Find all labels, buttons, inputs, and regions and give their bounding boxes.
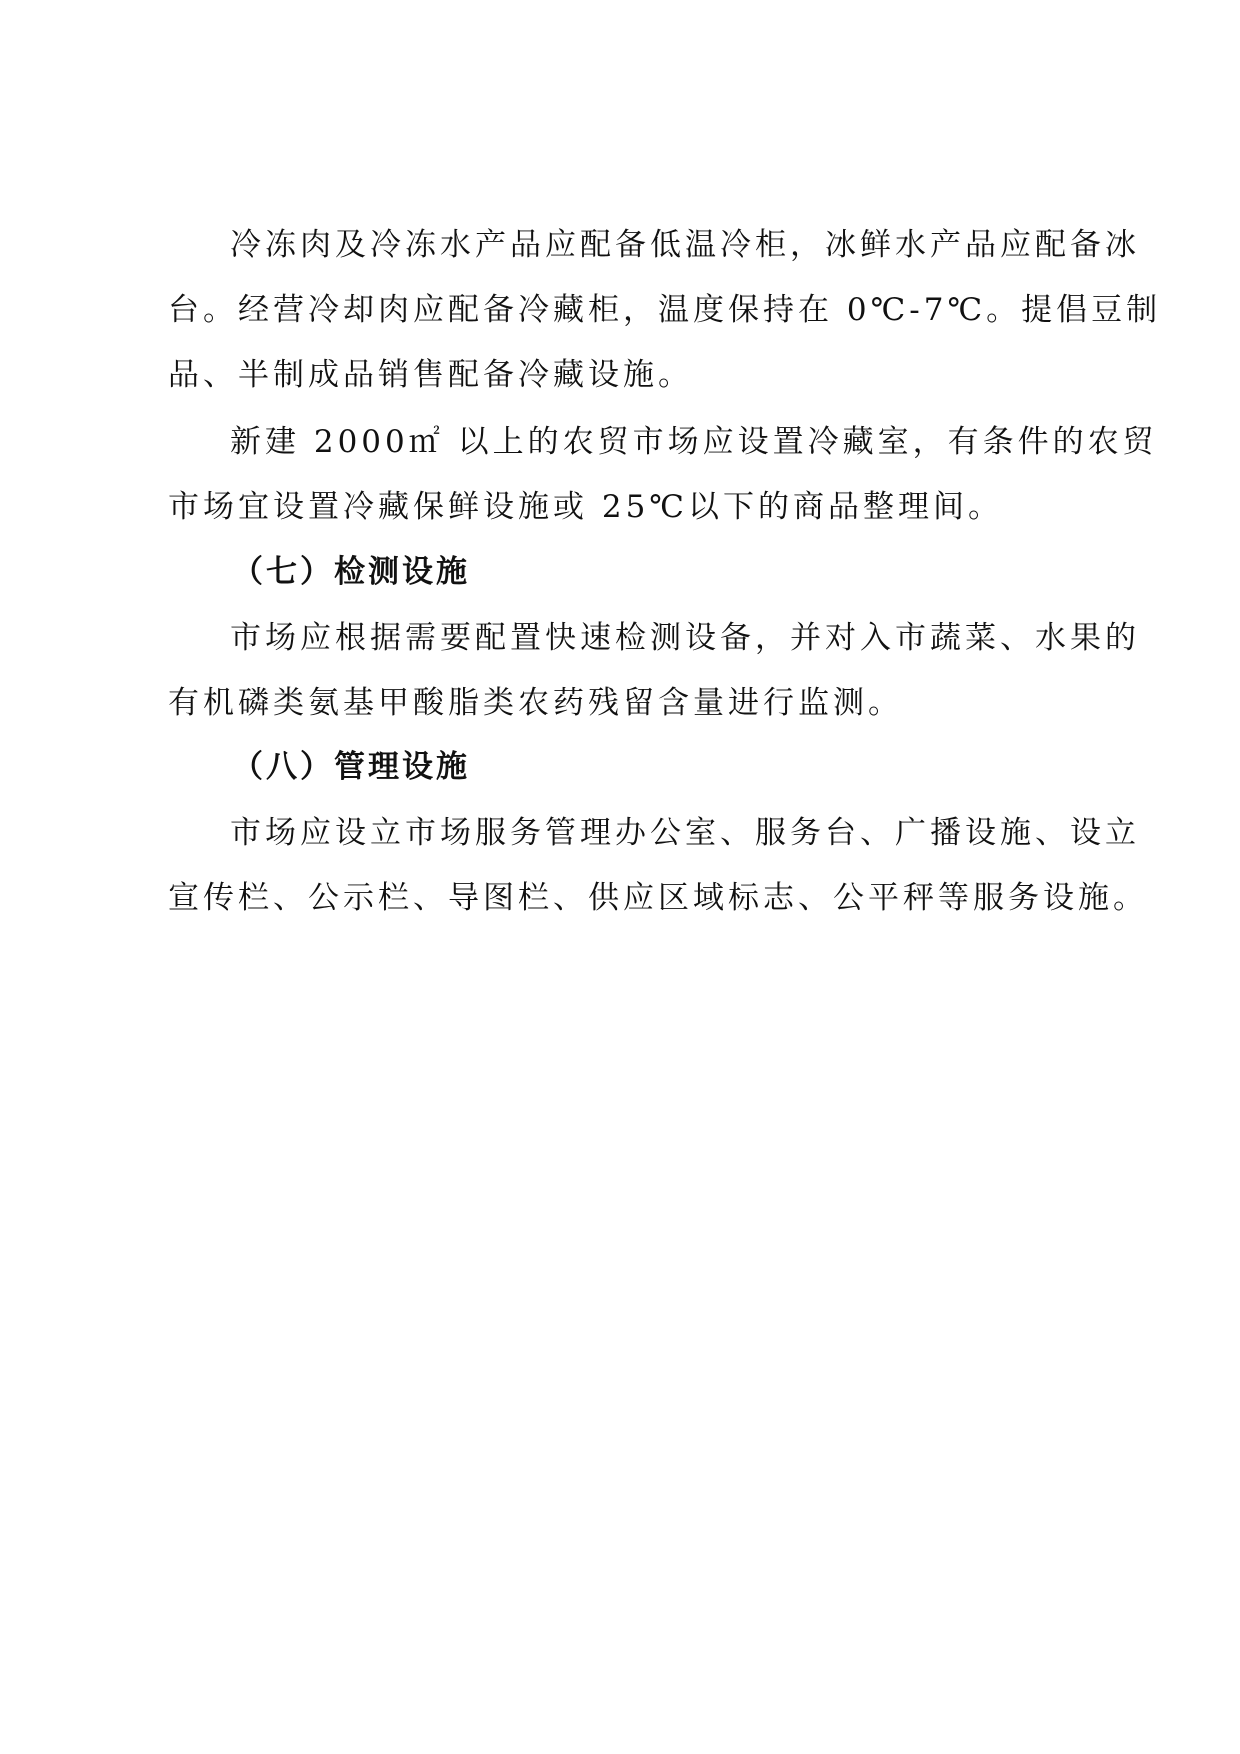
paragraph-line: 品、半制成品销售配备冷藏设施。 (168, 357, 693, 393)
paragraph-line: 市场应设立市场服务管理办公室、服务台、广播设施、设立 (230, 815, 1140, 851)
section-heading-7: （七）检测设施 (232, 554, 470, 590)
paragraph-line: 新建 2000㎡ 以上的农贸市场应设置冷藏室，有条件的农贸 (230, 424, 1158, 460)
paragraph-line: 台。经营冷却肉应配备冷藏柜，温度保持在 0℃-7℃。提倡豆制 (168, 292, 1162, 328)
paragraph-line: 市场宜设置冷藏保鲜设施或 25℃以下的商品整理间。 (168, 489, 1003, 525)
section-heading-8: （八）管理设施 (232, 749, 470, 785)
paragraph-line: 宣传栏、公示栏、导图栏、供应区域标志、公平秤等服务设施。 (168, 880, 1148, 916)
paragraph-line: 市场应根据需要配置快速检测设备，并对入市蔬菜、水果的 (230, 620, 1140, 656)
paragraph-line: 有机磷类氨基甲酸脂类农药残留含量进行监测。 (168, 685, 903, 721)
paragraph-line: 冷冻肉及冷冻水产品应配备低温冷柜，冰鲜水产品应配备冰 (230, 227, 1140, 263)
